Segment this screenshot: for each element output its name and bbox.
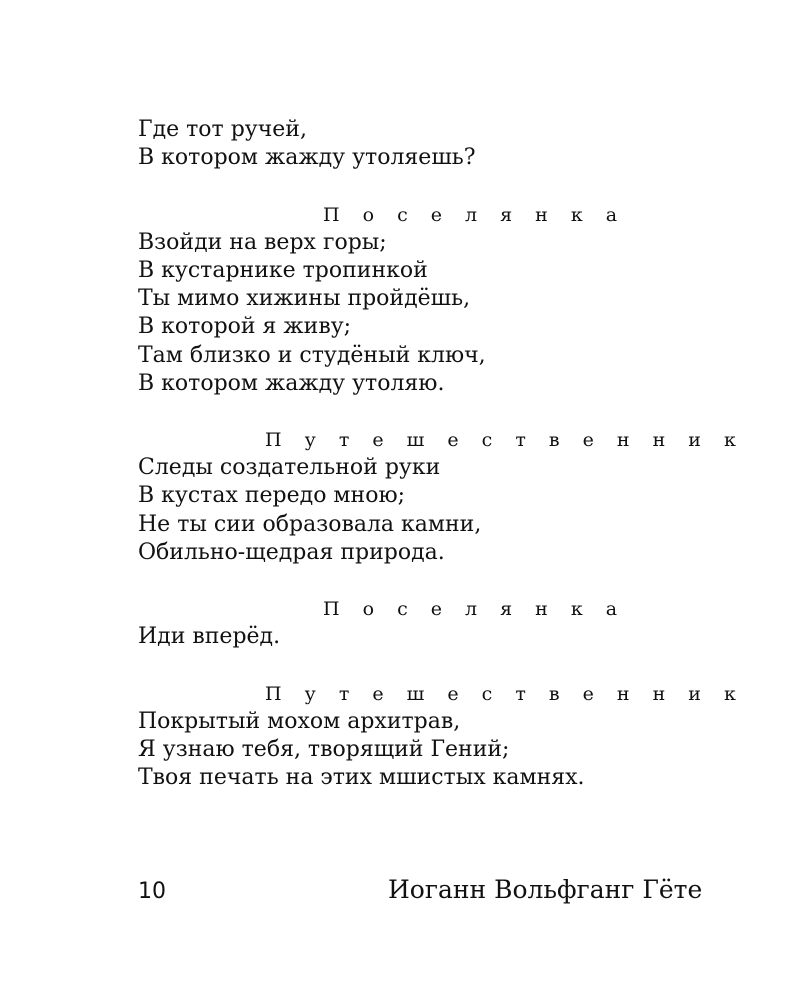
speaker-name: П у т е ш е с т в е н н и к	[265, 682, 745, 705]
speaker-name: П о с е л я н к а	[323, 598, 626, 621]
running-footer-author: Иоганн Вольфганг Гёте	[388, 875, 703, 904]
speaker-name: П о с е л я н к а	[323, 203, 626, 226]
poem-line: Следы создательной руки	[138, 455, 441, 481]
poem-line: В которой я живу;	[138, 314, 352, 340]
stanza-gap	[138, 398, 738, 426]
poem-text	[138, 116, 745, 793]
speaker-name: П у т е ш е с т в е н н и к	[265, 429, 745, 452]
poem-line: Я узнаю тебя, творящий Гений;	[138, 737, 510, 763]
poem-line: Взойди на верх горы;	[138, 229, 387, 255]
page-number: 10	[138, 879, 166, 904]
poem-line: Где тот ручей,	[138, 117, 307, 142]
stanza-gap	[138, 652, 738, 680]
intro-stanza	[138, 116, 738, 172]
stanza	[138, 229, 738, 398]
stanza-gap	[138, 172, 738, 200]
poem-line: Там близко и студёный ключ,	[138, 342, 486, 368]
stanza-gap	[138, 567, 738, 595]
poem-line: Обильно-щедрая природа.	[138, 539, 445, 565]
poem-line: В кустах передо мною;	[138, 483, 406, 509]
poem-line: Не ты сии образовала камни,	[138, 511, 482, 537]
poem-line: В котором жажду утоляю.	[138, 370, 445, 396]
poem-line: Иди вперёд.	[138, 624, 281, 650]
stanza	[138, 623, 738, 651]
stanza	[138, 708, 738, 793]
poem-line: Покрытый мохом архитрав,	[138, 708, 461, 734]
poem-line: Ты мимо хижины пройдёшь,	[138, 286, 471, 312]
poem-line: В кустарнике тропинкой	[138, 257, 428, 283]
poem-line: В котором жажду утоляешь?	[138, 145, 476, 171]
poem-line: Твоя печать на этих мшистых камнях.	[138, 765, 585, 791]
stanza	[138, 454, 738, 567]
